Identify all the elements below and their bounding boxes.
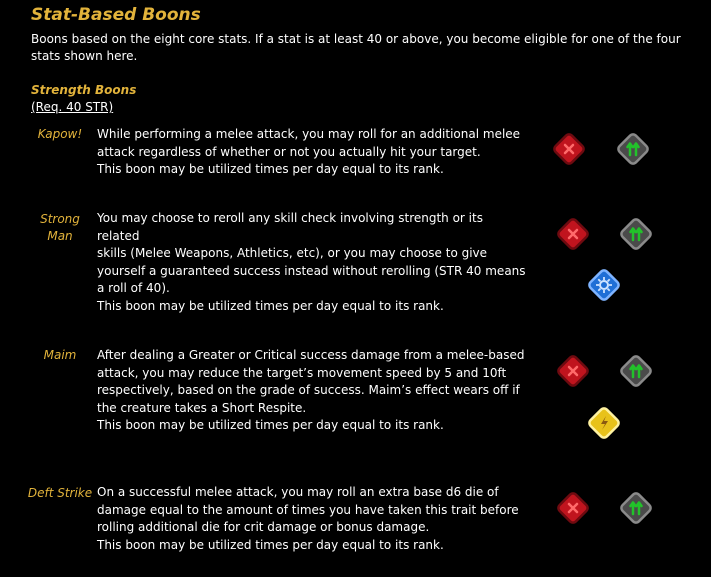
boon-description-deft-strike [97,484,527,554]
boon-description-line: attack regardless of whether or not you actually hit your target. [97,144,481,159]
boon-name-strong-man: Strong Man [40,212,80,243]
remove-x-icon[interactable] [555,216,591,252]
lightning-icon[interactable] [586,405,622,441]
boon-description-line: This boon may be utilized times per day equal to its rank. [97,298,444,313]
remove-x-icon[interactable] [551,131,587,167]
upgrade-arrows-icon[interactable] [615,131,651,167]
section-requirement: (Req. 40 STR) [31,100,114,114]
boon-name-deft-strike: Deft Strike [27,486,93,500]
remove-x-icon[interactable] [555,353,591,389]
upgrade-arrows-icon[interactable] [618,353,654,389]
page-title: Stat-Based Boons [31,5,201,25]
boon-description-line: the creature takes a Short Respite. [97,400,307,415]
boon-description-line: This boon may be utilized times per day equal to its rank. [97,418,444,432]
boon-description-line: a roll of 40). [97,281,170,295]
boon-description-strong-man [97,210,527,315]
boon-description-line: After dealing a Greater or Critical success damage from a melee-based [97,348,525,362]
upgrade-arrows-icon[interactable] [618,490,654,526]
boon-description-maim [97,347,527,435]
boon-description-line: rolling additional die for crit damage or bonus damage. [97,520,430,534]
boon-name-kapow: Kapow! [37,127,83,141]
remove-x-icon[interactable] [555,490,591,526]
boon-description-line: You may choose to reroll any skill check involving strength or its related [97,211,483,243]
boon-description-line: skills (Melee Weapons, Athletics, etc), or you may choose to give [97,246,488,260]
boon-description-line: attack, you may reduce the target’s movement speed by 5 and 10ft [97,365,507,380]
page-intro: Boons based on the eight core stats. If a stat is at least 40 or above, you become eligible for one of the four stats shown here. [31,32,681,63]
upgrade-arrows-icon[interactable] [618,216,654,252]
boon-description-line: This boon may be utilized times per day equal to its rank. [97,162,444,176]
boon-description-line: While performing a melee attack, you may roll for an additional melee [97,127,521,141]
boon-description-kapow [97,126,527,179]
boon-description-line: damage equal to the amount of times you have taken this trait before [97,502,519,517]
boon-description-line: respectively, based on the grade of success. Maim’s effect wears off if [97,383,520,397]
gear-icon[interactable] [586,267,622,303]
boon-name-maim: Maim [43,348,77,362]
boon-description-line: This boon may be utilized times per day equal to its rank. [97,537,444,552]
section-title: Strength Boons [31,83,137,97]
boon-description-line: yourself a guaranteed success instead without rerolling (STR 40 means [97,263,526,278]
boon-description-line: On a successful melee attack, you may roll an extra base d6 die of [97,485,499,499]
